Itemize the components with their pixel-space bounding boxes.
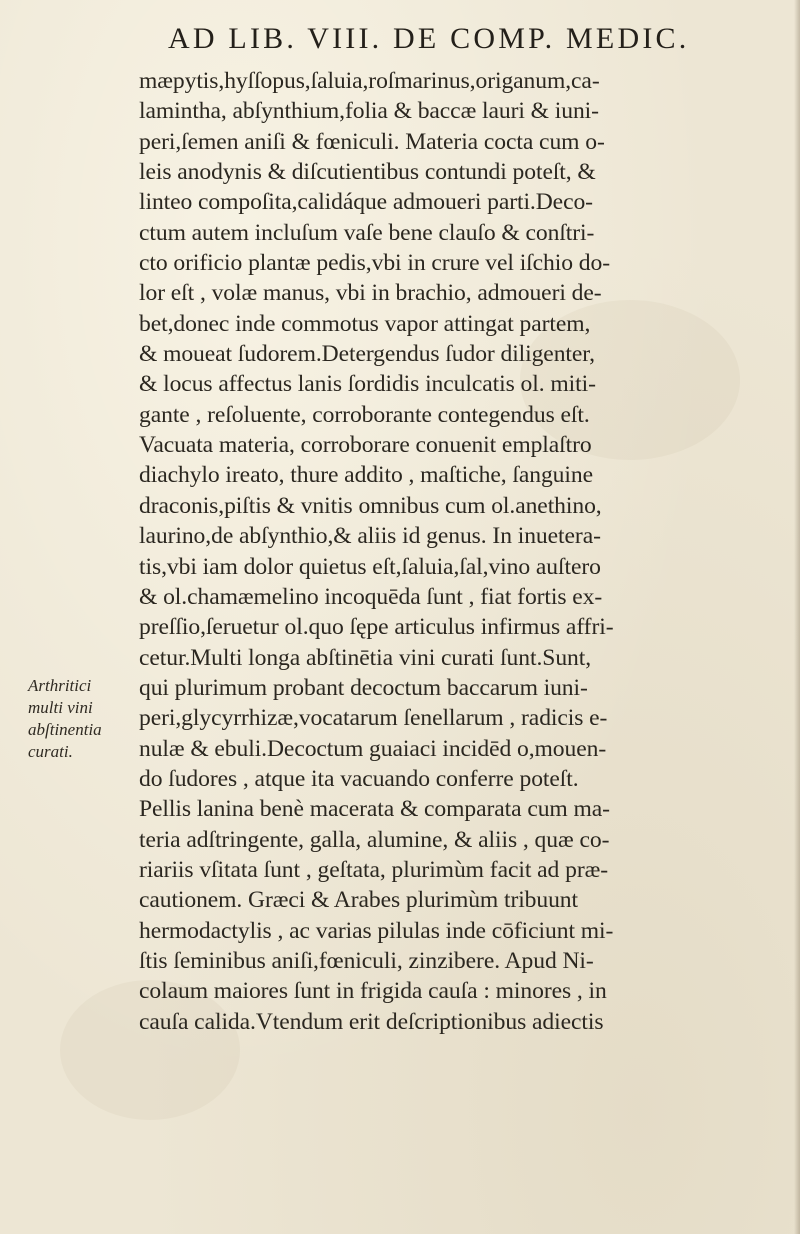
text-line: Pellis lanina benè macerata & comparata cum ma- (139, 796, 610, 823)
text-line: lor eſt , volæ manus, vbi in brachio, admoueri de- (139, 280, 602, 307)
text-line: mæpytis,hyſſopus,ſaluia,roſmarinus,origanum,ca- (139, 68, 600, 94)
text-line: riariis vſitata ſunt , geſtata, plurimùm facit ad præ- (139, 856, 609, 883)
text-line: & locus affectus lanis ſordidis inculcatis ol. miti- (139, 371, 596, 398)
running-head: AD LIB. VIII. DE COMP. MEDIC. (168, 22, 690, 55)
text-line: peri,ſemen aniſi & fœniculi. Materia cocta cum o- (139, 128, 605, 155)
text-line: cautionem. Græci & Arabes plurimùm tribuunt (139, 887, 578, 914)
text-line: preſſio,ſeruetur ol.quo ſępe articulus infirmus affri- (139, 614, 614, 641)
text-line: Vacuata materia, corroborare conuenit emplaſtro (139, 432, 592, 459)
text-line: linteo compoſita,calidáque admoueri parti.Deco- (139, 189, 593, 216)
text-line: hermodactylis , ac varias pilulas inde cōficiunt mi- (139, 917, 614, 944)
marginal-note-line: multi vini (28, 698, 93, 717)
text-line: teria adſtringente, galla, alumine, & aliis , quæ co- (139, 826, 610, 853)
text-line: cauſa calida.Vtendum erit deſcriptionibus adiectis (139, 1008, 604, 1035)
text-line: peri,glycyrrhizæ,vocatarum ſenellarum , radicis e- (139, 705, 608, 732)
text-line: qui plurimum probant decoctum baccarum iuni- (139, 674, 588, 701)
text-line: gante , reſoluente, corroborante contegendus eſt. (139, 401, 590, 428)
text-line: bet,donec inde commotus vapor attingat partem, (139, 310, 591, 337)
text-line: nulæ & ebuli.Decoctum guaiaci incidēd o,mouen- (139, 735, 607, 762)
text-line: do ſudores , atque ita vacuando conferre poteſt. (139, 765, 579, 792)
marginal-note-line: curati. (28, 742, 73, 761)
text-line: cto orificio plantæ pedis,vbi in crure vel iſchio do- (139, 250, 611, 277)
text-line: tis,vbi iam dolor quietus eſt,ſaluia,ſal,vino auſtero (139, 553, 601, 580)
text-line: lamintha, abſynthium,folia & baccæ lauri & iuni- (139, 98, 599, 125)
text-line: & ol.chamæmelino incoquēda ſunt , fiat fortis ex- (139, 583, 603, 610)
text-line: draconis,piſtis & vnitis omnibus cum ol.anethino, (139, 492, 602, 519)
text-line: leis anodynis & diſcutientibus contundi poteſt, & (139, 159, 596, 186)
text-line: diachylo ireato, thure addito , maſtiche, ſanguine (139, 462, 593, 489)
marginal-note-line: Arthritici (28, 676, 92, 695)
marginal-note-line: abſtinentia (28, 720, 102, 739)
text-line: & moueat ſudorem.Detergendus ſudor diligenter, (139, 341, 595, 368)
text-line: ſtis ſeminibus aniſi,fœniculi, zinzibere. Apud Ni- (139, 947, 594, 974)
page-edge-shadow (794, 0, 800, 1234)
text-line: cetur.Multi longa abſtinētia vini curati ſunt.Sunt, (139, 644, 592, 671)
text-line: laurino,de abſynthio,& aliis id genus. In inuetera- (139, 523, 601, 550)
text-line: ctum autem incluſum vaſe bene clauſo & conſtri- (139, 219, 595, 246)
marginal-note (28, 675, 136, 763)
body-text (139, 66, 779, 1037)
text-line: colaum maiores ſunt in frigida cauſa : minores , in (139, 978, 607, 1005)
